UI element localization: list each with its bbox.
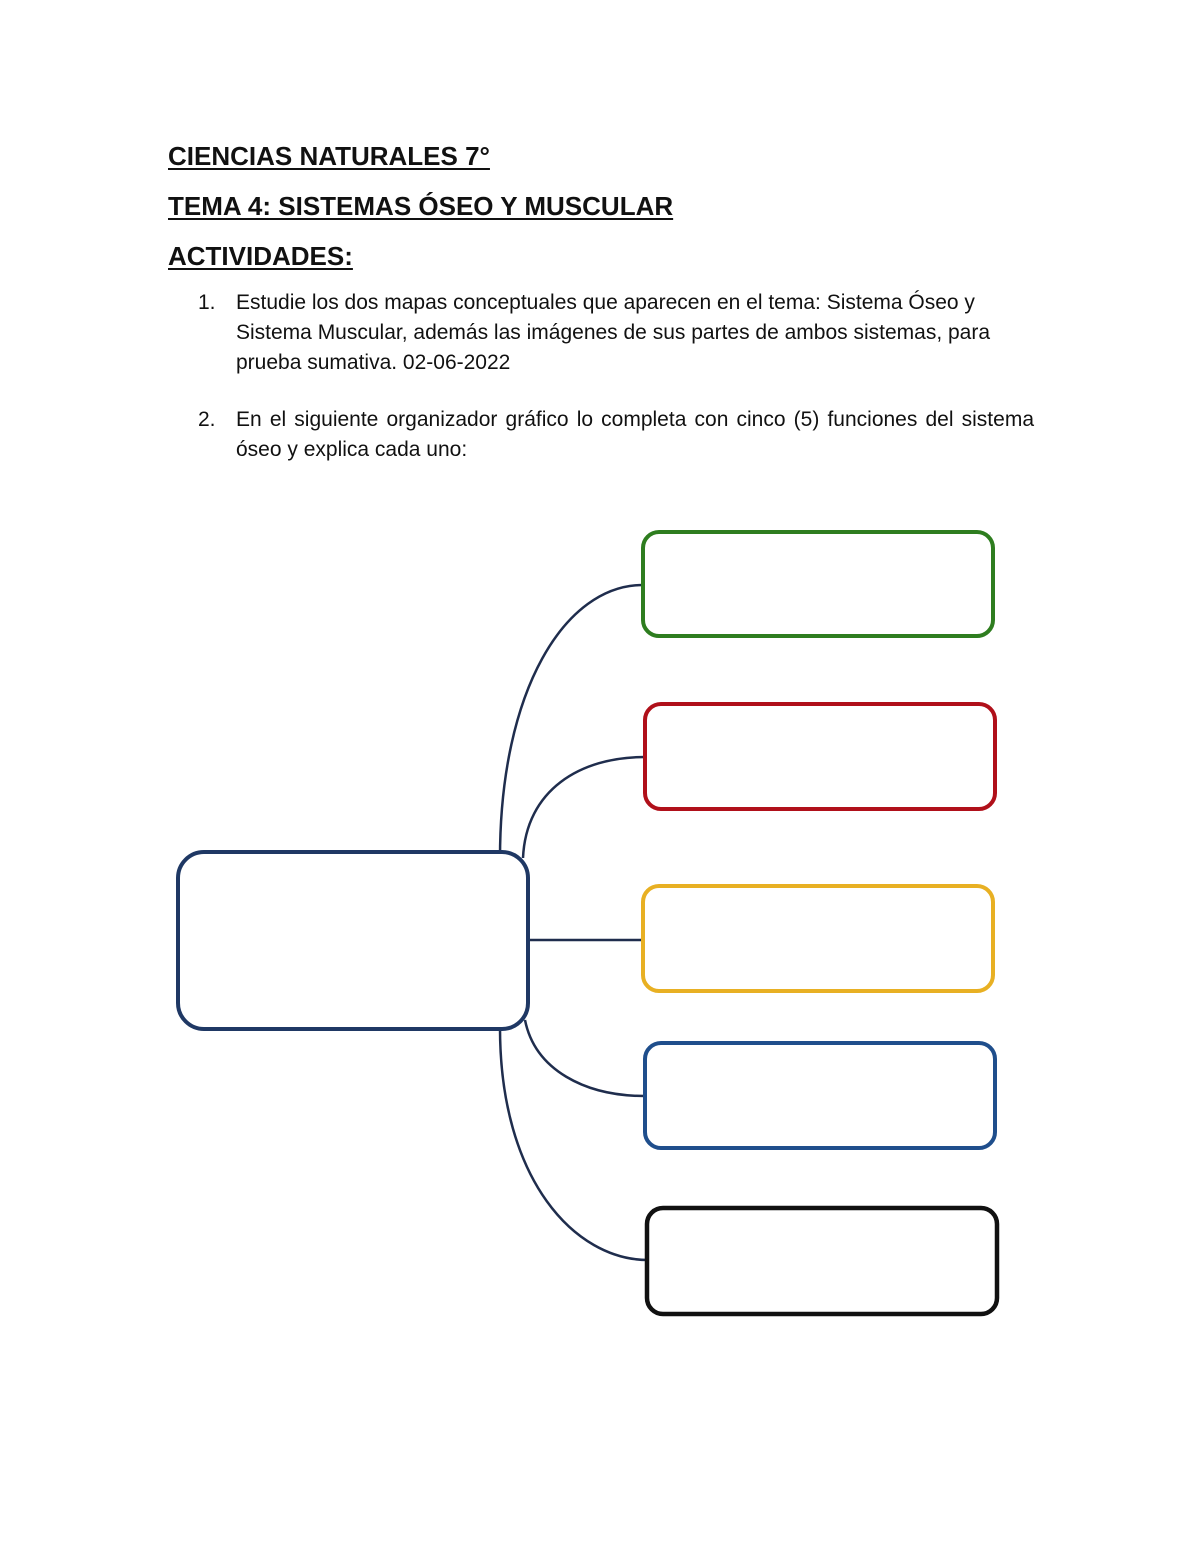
activity-text: En el siguiente organizador gráfico lo completa con cinco (5) funciones del sistema óseo y explica cada uno:	[236, 408, 1034, 461]
activity-text: Estudie los dos mapas conceptuales que aparecen en el tema: Sistema Óseo y Sistema Muscular, además las imágenes de sus partes de ambos sistemas, para prueba sumativa. 02-06-2022	[236, 291, 991, 374]
activity-number: 1.	[198, 291, 216, 314]
function-box-5[interactable]	[647, 1208, 997, 1314]
topic-title: TEMA 4: SISTEMAS ÓSEO Y MUSCULAR	[168, 191, 674, 221]
function-box-1[interactable]	[643, 532, 993, 636]
function-box-4[interactable]	[645, 1043, 995, 1148]
function-box-3[interactable]	[643, 886, 993, 991]
connector-line-1	[500, 585, 643, 858]
connector-line-4	[525, 1020, 645, 1096]
activity-number: 2.	[198, 408, 216, 431]
course-title: CIENCIAS NATURALES 7°	[168, 141, 490, 171]
connector-line-2	[523, 757, 645, 858]
central-concept-box[interactable]	[178, 852, 528, 1029]
activities-heading: ACTIVIDADES:	[168, 241, 353, 271]
connector-line-5	[500, 1028, 648, 1260]
function-box-2[interactable]	[645, 704, 995, 809]
